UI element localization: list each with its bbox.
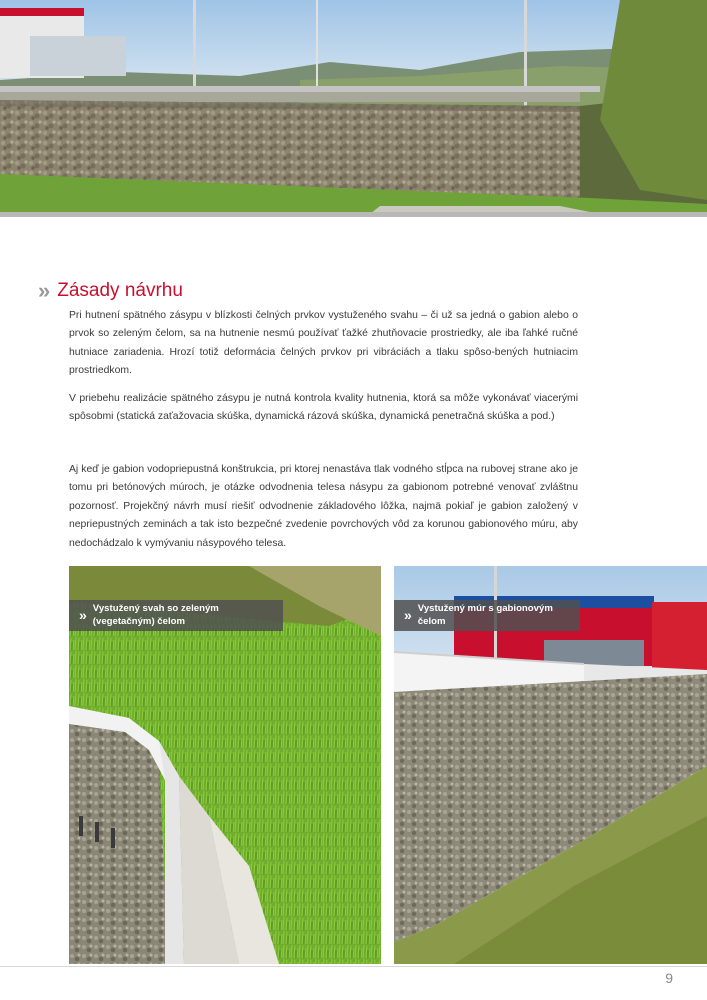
- page-number: 9: [665, 970, 673, 986]
- photo-caption-left: [69, 600, 283, 631]
- chevron-right-icon: »: [79, 607, 85, 624]
- body-paragraph-2: V priebehu realizácie spätného zásypu je nutná kontrola kvality hutnenia, ktorá sa môže vykonávať viacerými spôsobmi (statická zaťažovacia skúška, dynamická rázová skúška, dynamická penetračná skúška a pod.): [69, 393, 578, 423]
- chevron-right-icon: »: [404, 607, 410, 624]
- photo-caption-left-text: Vystužený svah so zeleným (vegetačným) čelom: [92, 603, 219, 627]
- body-paragraph-1: Pri hutnení spätného zásypu v blízkosti čelných prvkov vystuženého svahu – či už sa jedná o gabion alebo o prvok so zeleným čelom, sa na hutnenie nesmú používať ťažké zhutňovacie prostriedky, ale iba ľahké ručné hutniace zariadenia. Hrozí totiž deformácia čelných prvkov pri vibráciách a tlaku spôso-bených hutniacim prostriedkom.: [69, 310, 578, 377]
- top-gabion-wall-photo: [0, 0, 707, 214]
- chevron-right-icon: »: [38, 278, 48, 303]
- body-paragraph-3: Aj keď je gabion vodopriepustná konštrukcia, pri ktorej nenastáva tlak vodného stĺpca na rubovej strane ako je tomu pri betónových múroch, je otázke odvodnenia telesa násypu za gabionom potrebné venovať zvláštnu pozornosť. Projekčný návrh musí riešiť odvodnenie základového lôžka, najmä pokiaľ je gabion založený v nepriepustných zeminách a tak isto bezpečné zvedenie povrchových vôd za korunou gabionového múru, aby nedochádzalo k vymývaniu násypového telesa.: [69, 464, 578, 549]
- section-heading: [38, 278, 183, 304]
- photo-caption-right-text: Vystužený múr s gabionovým čelom: [417, 603, 553, 627]
- footer-divider: [0, 966, 707, 967]
- section-heading-text: Zásady návrhu: [57, 280, 183, 301]
- photo-caption-right: [394, 600, 580, 631]
- top-photo-border: [0, 212, 707, 217]
